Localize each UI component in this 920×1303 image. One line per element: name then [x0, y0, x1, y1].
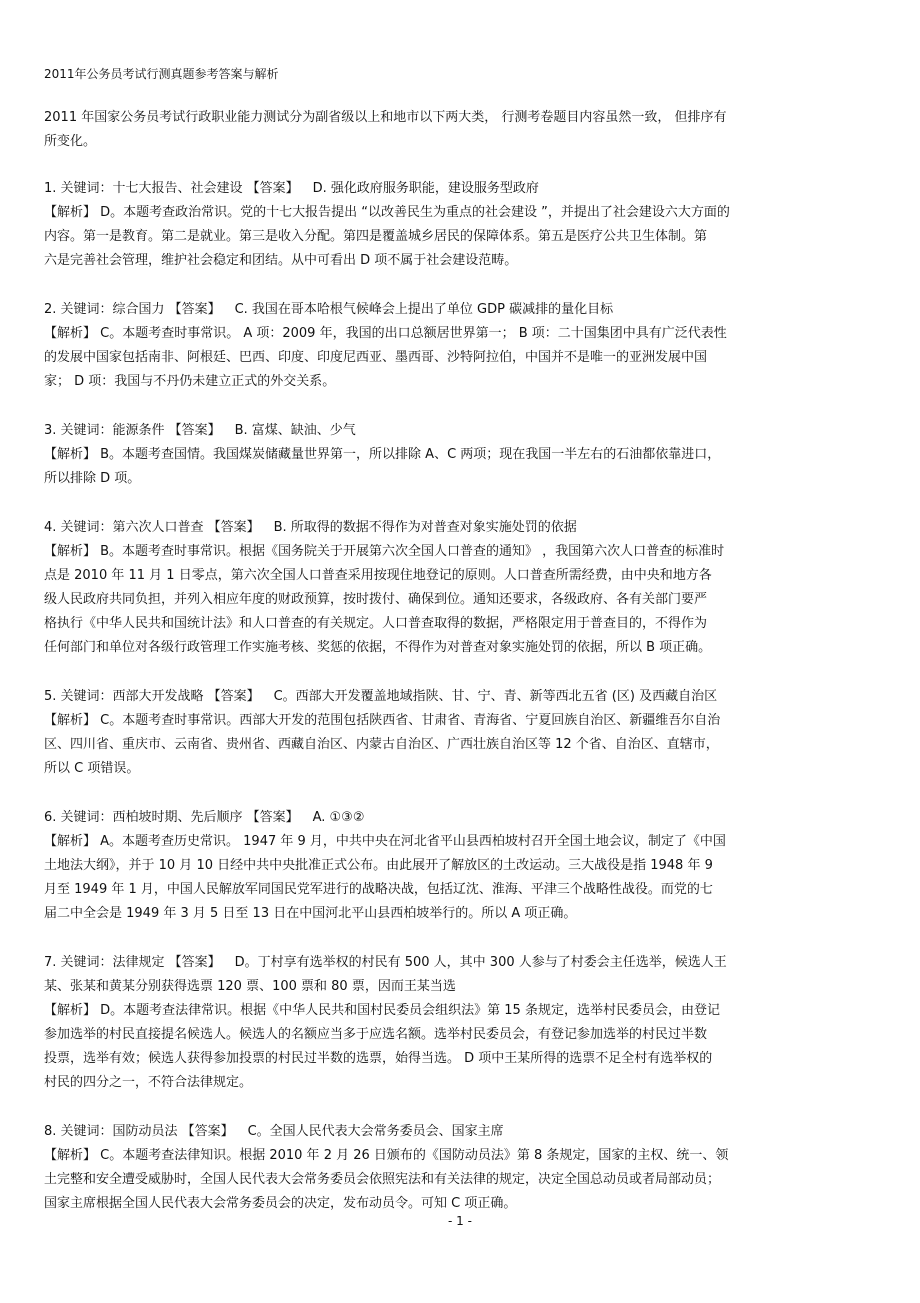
intro-line: 2011 年国家公务员考试行政职业能力测试分为副省级以上和地市以下两大类， 行测考卷题目内容虽然一致， 但排序有	[44, 110, 727, 125]
answer-label: 【答案】	[207, 520, 260, 535]
analysis-line: 【解析】 A。本题考查历史常识。 1947 年 9 月，中共中央在河北省平山县西柏坡村召开全国土地会议，制定了《中国	[44, 834, 726, 849]
page-number: - 1 -	[448, 1214, 472, 1228]
analysis-line: 【解析】 C。本题考查法律知识。根据 2010 年 2 月 26 日颁布的《国防动员法》第 8 条规定，国家的主权、统一、领	[44, 1148, 729, 1163]
analysis-line: 投票，选举有效；候选人获得参加投票的村民过半数的选票，始得当选。 D 项中王某所得的选票不足全村有选举权的	[44, 1051, 713, 1066]
intro-paragraph	[44, 106, 876, 154]
question-header	[44, 951, 884, 975]
question-header	[44, 419, 884, 443]
question-block	[44, 1120, 884, 1216]
analysis-line: 格执行《中华人民共和国统计法》和人口普查的有关规定。人口普查取得的数据，严格限定用于普查目的，不得作为	[44, 616, 708, 631]
question-number: 3. 关键词：	[44, 423, 113, 438]
question-number: 6. 关键词：	[44, 810, 113, 825]
analysis-line: 【解析】 B。本题考查时事常识。根据《国务院关于开展第六次全国人口普查的通知》 ，我国第六次人口普查的标准时	[44, 544, 725, 559]
analysis-line: 家； D 项：我国与不丹仍未建立正式的外交关系。	[44, 374, 336, 389]
answer-text: C。西部大开发覆盖地域指陕、甘、宁、青、新等西北五省 (区) 及西藏自治区	[273, 689, 718, 704]
analysis-line: 村民的四分之一，不符合法律规定。	[44, 1075, 253, 1090]
question-header	[44, 298, 884, 322]
question-header	[44, 685, 884, 709]
question-number: 5. 关键词：	[44, 689, 113, 704]
answer-text: D. 强化政府服务职能，建设服务型政府	[312, 181, 539, 196]
question-block	[44, 685, 884, 781]
analysis-line: 月至 1949 年 1 月，中国人民解放军同国民党军进行的战略决战，包括辽沈、淮海、平津三个战略性战役。而党的七	[44, 882, 713, 897]
question-keyword: 西部大开发战略	[112, 689, 204, 704]
answer-label: 【答案】	[246, 810, 299, 825]
analysis-line: 六是完善社会管理，维护社会稳定和团结。从中可看出 D 项不属于社会建设范畴。	[44, 253, 518, 268]
analysis-line: 土地法大纲》，并于 10 月 10 日经中共中央批准正式公布。由此展开了解放区的土改运动。三大战役是指 1948 年 9	[44, 858, 713, 873]
analysis-line: 【解析】 D。本题考查法律常识。根据《中华人民共和国村民委员会组织法》第 15 条规定，选举村民委员会，由登记	[44, 1003, 720, 1018]
question-number: 7. 关键词：	[44, 955, 113, 970]
answer-label: 【答案】	[168, 302, 221, 317]
analysis-line: 区、四川省、重庆市、云南省、贵州省、西藏自治区、内蒙古自治区、广西壮族自治区等 12 个省、自治区、直辖市，	[44, 737, 719, 752]
question-header	[44, 177, 884, 201]
analysis-line: 国家主席根据全国人民代表大会常务委员会的决定，发布动员令。可知 C 项正确。	[44, 1196, 517, 1211]
question-keyword: 能源条件	[112, 423, 165, 438]
question-number: 4. 关键词：	[44, 520, 113, 535]
question-keyword: 综合国力	[112, 302, 165, 317]
analysis-line: 【解析】 C。本题考查时事常识。 A 项：2009 年，我国的出口总额居世界第一； B 项：二十国集团中具有广泛代表性	[44, 326, 727, 341]
answer-text: A. ①③②	[312, 810, 365, 825]
question-block	[44, 177, 884, 273]
answer-label: 【答案】	[207, 689, 260, 704]
analysis-line: 参加选举的村民直接提名候选人。候选人的名额应当多于应选名额。选举村民委员会，有登记参加选举的村民过半数	[44, 1027, 708, 1042]
question-number: 8. 关键词：	[44, 1124, 113, 1139]
answer-label: 【答案】	[181, 1124, 234, 1139]
answer-label: 【答案】	[168, 955, 221, 970]
question-keyword: 十七大报告、社会建设	[112, 181, 243, 196]
question-header	[44, 1120, 884, 1144]
intro-line: 所变化。	[44, 134, 97, 149]
answer-text: B. 所取得的数据不得作为对普查对象实施处罚的依据	[273, 520, 577, 535]
answer-continuation: 某、张某和黄某分别获得选票 120 票、100 票和 80 票，因而王某当选	[44, 979, 456, 994]
analysis-line: 【解析】 B。本题考查国情。我国煤炭储藏量世界第一，所以排除 A、C 两项；现在我国一半左右的石油都依靠进口，	[44, 447, 721, 462]
answer-text: D。丁村享有选举权的村民有 500 人，其中 300 人参与了村委会主任选举，候选人王	[234, 955, 727, 970]
analysis-line: 土完整和安全遭受威胁时，全国人民代表大会常务委员会依照宪法和有关法律的规定，决定全国总动员或者局部动员；	[44, 1172, 721, 1187]
question-block	[44, 298, 884, 394]
question-block	[44, 516, 884, 660]
document-title: 2011年公务员考试行测真题参考答案与解析	[44, 67, 279, 81]
answer-text: C。全国人民代表大会常务委员会、国家主席	[247, 1124, 504, 1139]
analysis-line: 所以 C 项错误。	[44, 761, 140, 776]
analysis-line: 所以排除 D 项。	[44, 471, 141, 486]
answer-label: 【答案】	[246, 181, 299, 196]
analysis-line: 的发展中国家包括南非、阿根廷、巴西、印度、印度尼西亚、墨西哥、沙特阿拉伯，中国并不是唯一的亚洲发展中国	[44, 350, 708, 365]
answer-text: B. 富煤、缺油、少气	[234, 423, 356, 438]
question-keyword: 国防动员法	[112, 1124, 178, 1139]
answer-label: 【答案】	[168, 423, 221, 438]
question-keyword: 西柏坡时期、先后顺序	[112, 810, 243, 825]
analysis-line: 届二中全会是 1949 年 3 月 5 日至 13 日在中国河北平山县西柏坡举行的。所以 A 项正确。	[44, 906, 577, 921]
analysis-line: 级人民政府共同负担，并列入相应年度的财政预算，按时拨付、确保到位。通知还要求，各级政府、各有关部门要严	[44, 592, 708, 607]
analysis-line: 内容。第一是教育。第二是就业。第三是收入分配。第四是覆盖城乡居民的保障体系。第五是医疗公共卫生体制。第	[44, 229, 708, 244]
question-keyword: 法律规定	[112, 955, 165, 970]
question-list	[44, 177, 884, 1241]
analysis-line: 【解析】 C。本题考查时事常识。西部大开发的范围包括陕西省、甘肃省、青海省、宁夏回族自治区、新疆维吾尔自治	[44, 713, 721, 728]
question-block	[44, 806, 884, 926]
question-header	[44, 516, 884, 540]
analysis-line: 【解析】 D。本题考查政治常识。党的十七大报告提出 “以改善民生为重点的社会建设 ”，并提出了社会建设六大方面的	[44, 205, 730, 220]
question-keyword: 第六次人口普查	[112, 520, 204, 535]
analysis-line: 点是 2010 年 11 月 1 日零点，第六次全国人口普查采用按现住地登记的原则。人口普查所需经费，由中央和地方各	[44, 568, 712, 583]
question-number: 2. 关键词：	[44, 302, 113, 317]
question-block	[44, 419, 884, 491]
analysis-line: 任何部门和单位对各级行政管理工作实施考核、奖惩的依据，不得作为对普查对象实施处罚的依据，所以 B 项正确。	[44, 640, 712, 655]
question-number: 1. 关键词：	[44, 181, 113, 196]
question-header	[44, 806, 884, 830]
answer-text: C. 我国在哥本哈根气候峰会上提出了单位 GDP 碳减排的量化目标	[234, 302, 614, 317]
question-block	[44, 951, 884, 1095]
